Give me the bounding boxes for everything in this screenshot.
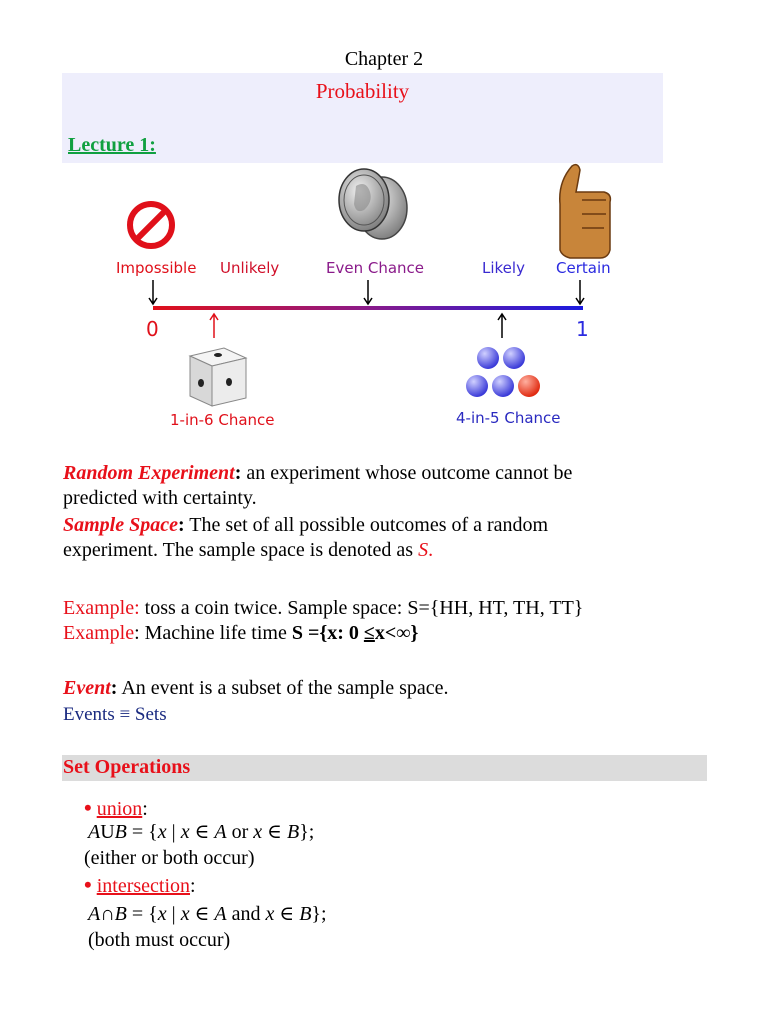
- probability-scale-figure: [100, 160, 640, 450]
- one-label: 1: [576, 317, 589, 341]
- sample-period: .: [428, 539, 434, 561]
- four-in-five-label: 4-in-5 Chance: [456, 409, 561, 427]
- colon: :: [234, 462, 242, 484]
- certain-label: Certain: [556, 259, 611, 277]
- sample-text-1: The set of all possible outcomes of a random: [184, 514, 549, 536]
- intersection-item: [84, 872, 744, 899]
- example-1-label: Example:: [63, 597, 140, 619]
- down-arrows: [149, 280, 584, 304]
- sample-text-2: experiment. The sample space is denoted as: [63, 539, 419, 561]
- example-2-tail: x<∞}: [374, 622, 419, 644]
- intersection-formula: A∩B = {x | x ∈ A and x ∈ B};: [88, 903, 327, 925]
- union-note: (either or both occur): [84, 847, 255, 869]
- example-1-text: toss a coin twice. Sample space: S={HH, HT, TH, TT}: [139, 597, 584, 619]
- random-experiment-def: [63, 461, 723, 511]
- events-sets: Events ≡ Sets: [63, 704, 167, 725]
- impossible-label: Impossible: [116, 259, 197, 277]
- coins-icon: [339, 169, 407, 239]
- sample-symbol: S: [418, 539, 429, 561]
- random-experiment-term: Random Experiment: [63, 462, 235, 484]
- event-def: [63, 676, 723, 701]
- prohibited-icon: [130, 204, 172, 246]
- union-item: [84, 795, 744, 822]
- zero-label: 0: [146, 317, 159, 341]
- balls-icon: [466, 347, 540, 397]
- lecture-heading: Lecture 1:: [68, 134, 156, 156]
- bullet-icon: •: [84, 795, 92, 820]
- colon: :: [110, 677, 118, 699]
- union-label: union: [96, 798, 143, 820]
- intersection-note: (both must occur): [88, 929, 231, 951]
- up-arrows: [210, 314, 506, 338]
- unlikely-label: Unlikely: [220, 259, 280, 277]
- event-text: An event is a subset of the sample space.: [117, 677, 449, 699]
- example-2: [63, 621, 723, 646]
- set-operations-heading: Set Operations: [63, 756, 191, 778]
- example-2-text: : Machine life time: [134, 622, 292, 644]
- thumbs-up-icon: [560, 165, 611, 258]
- example-2-label: Example: [63, 622, 135, 644]
- example-2-formula: S ={x: 0: [291, 622, 364, 644]
- bullet-icon: •: [84, 872, 92, 897]
- sample-space-def: [63, 513, 723, 563]
- random-text-2: predicted with certainty.: [63, 487, 257, 509]
- colon: :: [190, 875, 196, 897]
- sample-space-term: Sample Space: [63, 514, 178, 536]
- random-text-1: an experiment whose outcome cannot be: [241, 462, 573, 484]
- colon: :: [142, 798, 148, 820]
- one-in-six-label: 1-in-6 Chance: [170, 411, 275, 429]
- probability-line: [153, 306, 583, 310]
- likely-label: Likely: [482, 259, 525, 277]
- union-formula: AUB = {x | x ∈ A or x ∈ B};: [88, 821, 315, 843]
- chapter-heading: Chapter 2: [344, 48, 424, 70]
- event-term: Event: [63, 677, 111, 699]
- example-1: [63, 596, 723, 621]
- die-icon: [190, 348, 246, 406]
- intersection-label: intersection: [96, 875, 191, 897]
- page-title: Probability: [315, 79, 410, 103]
- colon: :: [178, 514, 185, 536]
- even-chance-label: Even Chance: [326, 259, 425, 277]
- example-2-le: ≤: [363, 622, 375, 644]
